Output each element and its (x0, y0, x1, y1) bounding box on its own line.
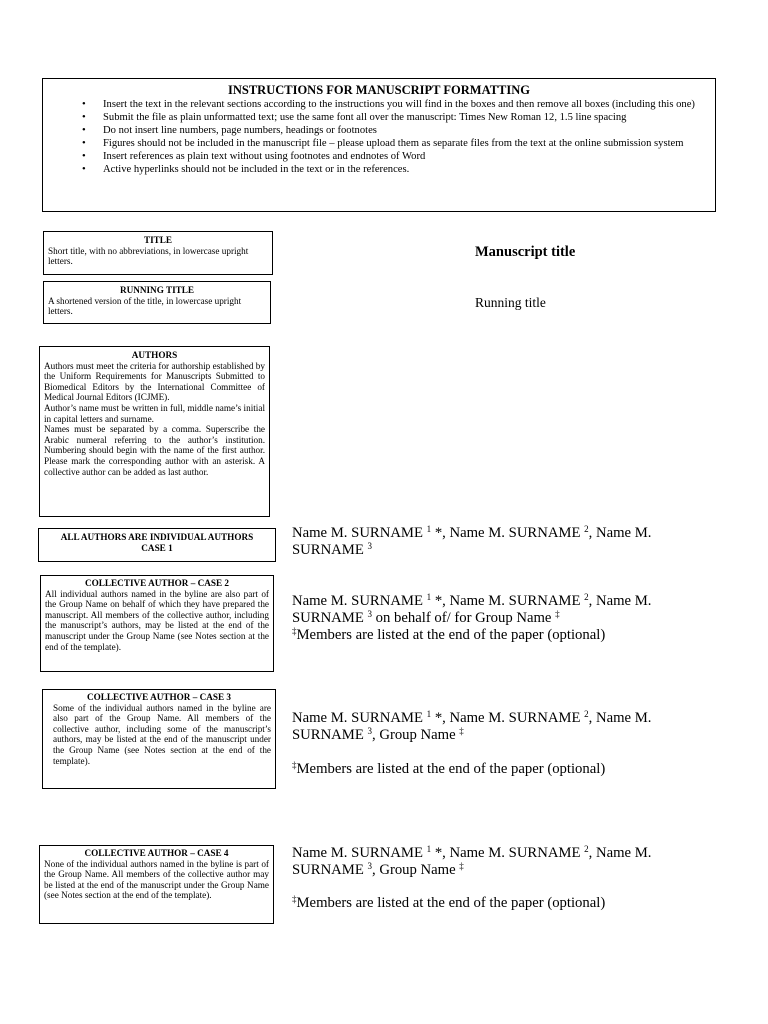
members-note: Members are listed at the end of the paper (optional) (296, 895, 606, 911)
corresponding-asterisk: *, (431, 710, 446, 726)
author-name-part: Name M. (595, 845, 652, 861)
authors-guidance-box (39, 346, 270, 517)
title-guidance-text: Short title, with no abbreviations, in lowercase upright letters. (48, 245, 249, 267)
instructions-box (42, 78, 716, 212)
affiliation-number: 2 (584, 844, 589, 854)
instruction-item: • Submit the file as plain unformatted text; use the same font all over the manuscript: Times New Roman 12, 1.5 line spacing (103, 111, 705, 124)
corresponding-asterisk: *, (431, 845, 446, 861)
case3-guidance-text: Some of the individual authors named in the byline are also part of the Group Name. All members of the collective author, including some of the manuscript’s authors, may be listed at the end of the manuscript under the Group Name (see Notes section at the end of the template). (53, 702, 271, 766)
affiliation-number: 2 (584, 592, 589, 602)
group-name: on behalf of/ for Group Name (372, 610, 552, 626)
corresponding-asterisk: *, (431, 525, 446, 541)
author-surname: SURNAME (292, 862, 364, 878)
case1-box (38, 528, 276, 562)
dagger-mark: ‡ (555, 609, 560, 619)
title-heading: TITLE (143, 235, 173, 245)
author-name: Name M. SURNAME (292, 710, 423, 726)
affiliation-number: 3 (367, 609, 372, 619)
author-name: Name M. SURNAME (449, 525, 581, 541)
running-title: Running title (475, 295, 546, 310)
instruction-item: • Active hyperlinks should not be included in the text or in the references. (103, 163, 705, 176)
instructions-list (53, 98, 705, 176)
manuscript-title: Manuscript title (475, 244, 576, 260)
case3-box (42, 689, 276, 789)
author-name: Name M. SURNAME (449, 593, 581, 609)
authors-heading: AUTHORS (131, 350, 178, 360)
separator: , (588, 593, 593, 609)
author-name: Name M. SURNAME (292, 845, 423, 861)
case3-byline (292, 710, 712, 744)
instruction-item: • Figures should not be included in the manuscript file – please upload them as separate files from the text at the online submission system (103, 137, 705, 150)
authors-guidance-paragraph: Authors must meet the criteria for authorship established by the Uniform Requirements for Manuscripts Submitted to Biomedical Editors by the International Committee of Medical Journal Editors (ICJME). (44, 360, 265, 403)
running-title-guidance-box (43, 281, 271, 324)
case3-members-note (292, 761, 712, 778)
affiliation-number: 3 (367, 541, 372, 551)
case2-box (40, 575, 274, 672)
affiliation-number: 1 (426, 709, 432, 719)
group-name: , Group Name (372, 862, 456, 878)
author-surname: SURNAME (292, 610, 364, 626)
case1-byline (292, 525, 712, 559)
separator: , (588, 710, 593, 726)
dagger-mark: ‡ (292, 626, 297, 636)
case2-guidance-text: All individual authors named in the byline are also part of the Group Name on behalf of which they have prepared the manuscript. All members of the collective author, including the manuscript’s authors, may be listed at the end of the manuscript under the Group Name (see Notes section at the end of the template). (45, 588, 269, 652)
running-title-heading: RUNNING TITLE (119, 285, 195, 295)
instruction-item: • Do not insert line numbers, page numbers, headings or footnotes (103, 124, 705, 137)
affiliation-number: 1 (426, 592, 432, 602)
case2-heading: COLLECTIVE AUTHOR – CASE 2 (85, 578, 229, 588)
dagger-mark: ‡ (459, 861, 464, 871)
members-note: Members are listed at the end of the paper (optional) (296, 761, 606, 777)
authors-guidance-paragraph: Names must be separated by a comma. Superscribe the Arabic numeral referring to the author’s institution. Numbering should begin with the name of the first author. Please mark the corresponding author with an asterisk. A collective author can be added as last author. (44, 424, 265, 477)
affiliation-number: 2 (584, 524, 589, 534)
case4-guidance-text: None of the individual authors named in the byline is part of the Group Name. All members of the collective author may be listed at the end of the manuscript under the Group Name (see Notes section at the end of the template). (44, 858, 269, 901)
author-name-part: Name M. (595, 710, 652, 726)
instruction-item: • Insert the text in the relevant sections according to the instructions you will find in the boxes and then remove all boxes (including this one) (103, 98, 705, 111)
author-name-part: Name M. (595, 525, 652, 541)
separator: , (588, 525, 593, 541)
dagger-mark: ‡ (292, 894, 297, 904)
dagger-mark: ‡ (292, 760, 297, 770)
case4-heading: COLLECTIVE AUTHOR – CASE 4 (84, 848, 229, 858)
affiliation-number: 1 (426, 524, 432, 534)
affiliation-number: 3 (367, 726, 372, 736)
members-note: Members are listed at the end of the paper (optional) (296, 627, 606, 643)
case4-byline (292, 845, 712, 879)
group-name: , Group Name (372, 727, 456, 743)
instruction-item: • Insert references as plain text without using footnotes and endnotes of Word (103, 150, 705, 163)
affiliation-number: 2 (584, 709, 589, 719)
affiliation-number: 1 (426, 844, 432, 854)
author-surname: SURNAME (292, 542, 364, 558)
title-guidance-box (43, 231, 273, 275)
author-name: Name M. SURNAME (449, 710, 581, 726)
author-name-part: Name M. (595, 593, 652, 609)
author-name: Name M. SURNAME (292, 593, 423, 609)
case3-heading: COLLECTIVE AUTHOR – CASE 3 (87, 692, 231, 702)
case4-box (39, 845, 274, 924)
running-title-guidance-text: A shortened version of the title, in lowercase upright letters. (48, 295, 242, 317)
author-name: Name M. SURNAME (449, 845, 581, 861)
case1-heading: ALL AUTHORS ARE INDIVIDUAL AUTHORS CASE 1 (60, 532, 254, 553)
author-surname: SURNAME (292, 727, 364, 743)
dagger-mark: ‡ (459, 726, 464, 736)
case4-members-note (292, 895, 712, 912)
author-name: Name M. SURNAME (292, 525, 423, 541)
separator: , (588, 845, 593, 861)
corresponding-asterisk: *, (431, 593, 446, 609)
authors-guidance-paragraph: Author’s name must be written in full, middle name’s initial in capital letters and surname. (44, 402, 265, 424)
instructions-heading: INSTRUCTIONS FOR MANUSCRIPT FORMATTING (228, 83, 530, 97)
case2-byline (292, 593, 712, 644)
affiliation-number: 3 (367, 861, 372, 871)
